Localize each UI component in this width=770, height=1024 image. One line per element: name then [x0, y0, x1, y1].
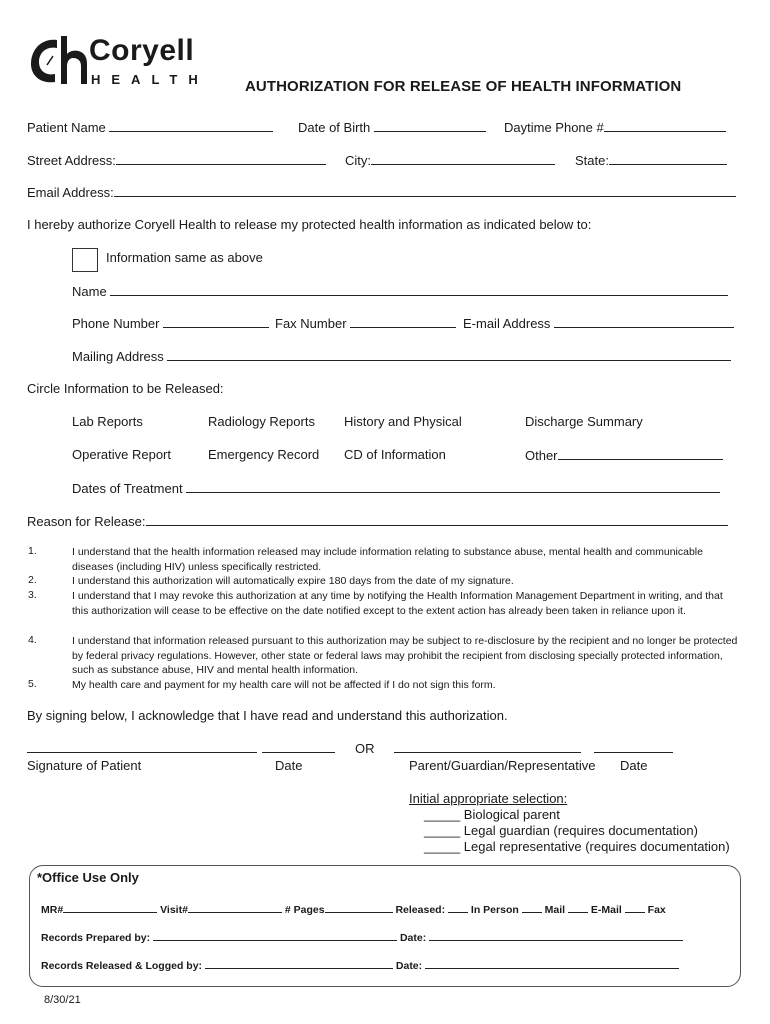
initial-option-biological[interactable] — [424, 807, 560, 822]
form-title: AUTHORIZATION FOR RELEASE OF HEALTH INFORMATION — [245, 78, 682, 95]
recipient-phone-label: Phone Number — [72, 316, 160, 331]
info-history-physical[interactable]: History and Physical — [344, 414, 462, 429]
visit-field[interactable] — [188, 902, 282, 913]
initial-option-guardian-label: Legal guardian (requires documentation) — [463, 823, 698, 838]
dob-field[interactable] — [298, 119, 486, 135]
mailing-address-field[interactable] — [72, 348, 731, 364]
term-3-number: 3. — [28, 589, 37, 601]
same-as-above-label: Information same as above — [106, 250, 263, 265]
info-cd[interactable]: CD of Information — [344, 447, 446, 462]
recipient-fax-field[interactable] — [275, 315, 456, 331]
initial-heading: Initial appropriate selection: — [409, 791, 568, 806]
email-label: Email Address: — [27, 185, 114, 200]
prepared-date-field[interactable] — [429, 930, 683, 941]
pages-label: # Pages — [284, 904, 325, 916]
patient-date-line[interactable] — [262, 752, 335, 753]
patient-signature-line[interactable] — [27, 752, 257, 753]
info-operative-report[interactable]: Operative Report — [72, 447, 171, 462]
recipient-name-field[interactable] — [72, 283, 728, 299]
mail-label: Mail — [544, 904, 566, 916]
city-label: City: — [345, 153, 371, 168]
term-5-number: 5. — [28, 678, 37, 690]
street-field[interactable] — [27, 152, 326, 168]
street-label: Street Address: — [27, 153, 116, 168]
prepared-label: Records Prepared by: — [41, 932, 151, 944]
logged-date-field[interactable] — [425, 958, 679, 969]
info-radiology-reports[interactable]: Radiology Reports — [208, 414, 315, 429]
dob-label: Date of Birth — [298, 120, 371, 135]
term-2-text: I understand this authorization will automatically expire 180 days from the date of my signature. — [72, 575, 514, 587]
fax-label: Fax — [647, 904, 666, 916]
patient-name-label: Patient Name — [27, 120, 106, 135]
dates-of-treatment-label: Dates of Treatment — [72, 481, 183, 496]
info-emergency-record[interactable]: Emergency Record — [208, 447, 320, 462]
or-label: OR — [355, 741, 375, 756]
visit-label: Visit# — [160, 904, 188, 916]
reason-label: Reason for Release: — [27, 514, 146, 529]
logo-sub: HEALTH — [91, 72, 209, 87]
state-field[interactable] — [575, 152, 727, 168]
mr-field[interactable] — [63, 902, 157, 913]
prepared-field[interactable] — [153, 930, 397, 941]
pages-field[interactable] — [325, 902, 393, 913]
patient-date-label: Date — [275, 758, 303, 773]
logo-name: Coryell — [89, 34, 195, 67]
patient-name-field[interactable] — [27, 119, 273, 135]
state-label: State: — [575, 153, 609, 168]
fax-field[interactable] — [625, 902, 645, 913]
rep-date-label: Date — [620, 758, 648, 773]
in-person-label: In Person — [470, 904, 519, 916]
office-row-1 — [41, 902, 666, 916]
authorize-statement: I hereby authorize Coryell Health to release my protected health information as indicated below to: — [27, 217, 592, 232]
recipient-name-label: Name — [72, 284, 107, 299]
rep-signature-label: Parent/Guardian/Representative — [409, 758, 596, 773]
info-other-field[interactable] — [525, 447, 723, 463]
term-1-text: I understand that the health information released may include information relating to substance abuse, mental health and communicable diseases (including HIV) unless specifically restricted. — [72, 546, 703, 573]
acknowledge-statement: By signing below, I acknowledge that I have read and understand this authorization. — [27, 708, 508, 723]
term-2-number: 2. — [28, 574, 37, 586]
coryell-leaf-icon — [27, 32, 91, 88]
office-row-3 — [41, 958, 679, 972]
logged-field[interactable] — [205, 958, 393, 969]
initial-option-biological-label: Biological parent — [463, 807, 560, 822]
office-heading: *Office Use Only — [37, 870, 139, 885]
prepared-date-label: Date: — [399, 932, 427, 944]
recipient-fax-label: Fax Number — [275, 316, 347, 331]
initial-blank: _____ — [424, 839, 461, 854]
mailing-address-label: Mailing Address — [72, 349, 164, 364]
daytime-phone-label: Daytime Phone # — [504, 120, 604, 135]
logged-label: Records Released & Logged by: — [41, 960, 203, 972]
circle-heading: Circle Information to be Released: — [27, 381, 224, 396]
dates-of-treatment-field[interactable] — [72, 480, 720, 496]
in-person-field[interactable] — [448, 902, 468, 913]
initial-option-guardian[interactable] — [424, 823, 698, 838]
mail-field[interactable] — [522, 902, 542, 913]
rep-date-line[interactable] — [594, 752, 673, 753]
footer-date: 8/30/21 — [44, 994, 81, 1006]
recipient-email-label: E-mail Address — [463, 316, 551, 331]
recipient-phone-field[interactable] — [72, 315, 269, 331]
reason-field[interactable] — [27, 513, 728, 529]
patient-signature-label: Signature of Patient — [27, 758, 142, 773]
same-as-above-checkbox[interactable] — [72, 248, 98, 272]
initial-blank: _____ — [424, 823, 461, 838]
email-release-label: E-Mail — [590, 904, 622, 916]
email-release-field[interactable] — [568, 902, 588, 913]
term-5-text: My health care and payment for my health care will not be affected if I do not sign this form. — [72, 679, 496, 691]
daytime-phone-field[interactable] — [504, 119, 726, 135]
initial-option-representative-label: Legal representative (requires documentation) — [463, 839, 730, 854]
logged-date-label: Date: — [395, 960, 423, 972]
email-field[interactable] — [27, 184, 736, 200]
info-other-label: Other — [525, 448, 558, 463]
released-label: Released: — [395, 904, 446, 916]
info-lab-reports[interactable]: Lab Reports — [72, 414, 143, 429]
info-discharge-summary[interactable]: Discharge Summary — [525, 414, 643, 429]
logo — [27, 32, 207, 92]
initial-blank: _____ — [424, 807, 461, 822]
initial-option-representative[interactable] — [424, 839, 730, 854]
term-4-text: I understand that information released pursuant to this authorization may be subject to re-disclosure by the recipient and no longer be protected by federal privacy regulations. However, other state or federal laws may prohibit the recipient from disclosing specially protected information, such as substance abuse, HIV and mental health information. — [72, 635, 738, 676]
office-row-2 — [41, 930, 683, 944]
term-1-number: 1. — [28, 545, 37, 557]
term-3-text: I understand that I may revoke this authorization at any time by notifying the Health Information Management Department in writing, and that this authorization will cease to be effective on the date notified except to the extent action has already been taken in reliance upon it. — [72, 590, 723, 617]
mr-label: MR# — [41, 904, 64, 916]
recipient-email-field[interactable] — [463, 315, 734, 331]
city-field[interactable] — [345, 152, 555, 168]
term-4-number: 4. — [28, 634, 37, 646]
rep-signature-line[interactable] — [394, 752, 581, 753]
